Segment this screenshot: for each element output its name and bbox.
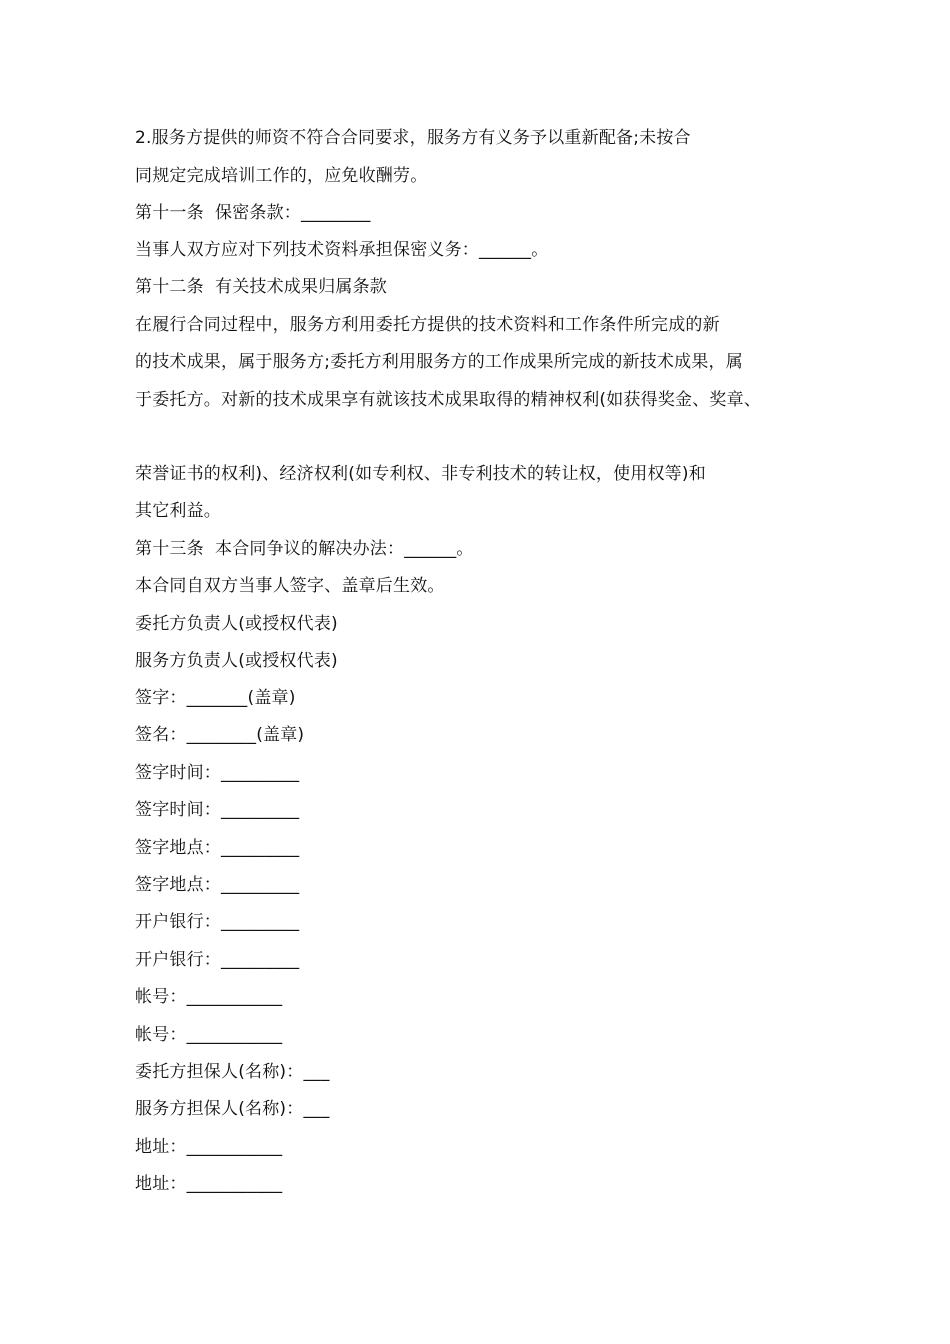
- effectiveness-statement: 本合同自双方当事人签字、盖章后生效。: [135, 576, 445, 596]
- account-field-2: 帐号：___________: [135, 1025, 283, 1045]
- sign-place-field-1: 签字地点：_________: [135, 838, 300, 858]
- account-field-1: 帐号：___________: [135, 987, 283, 1007]
- sign-date-field-1: 签字时间：_________: [135, 763, 300, 783]
- provider-guarantor-field: 服务方担保人(名称)：___: [135, 1099, 330, 1119]
- bank-field-1: 开户银行：_________: [135, 912, 300, 932]
- client-representative-label: 委托方负责人(或授权代表): [135, 614, 338, 634]
- client-guarantor-field: 委托方担保人(名称)：___: [135, 1062, 330, 1082]
- clause-12-text-line-3: 于委托方。对新的技术成果享有就该技术成果取得的精神权利(如获得奖金、奖章、: [135, 390, 762, 410]
- signature-field-1: 签字：_______(盖章): [135, 688, 296, 708]
- clause-11-text: 当事人双方应对下列技术资料承担保密义务：______。: [135, 240, 549, 260]
- address-field-2: 地址：___________: [135, 1174, 283, 1194]
- clause-12-text-line-4: 荣誉证书的权利)、经济权利(如专利权、非专利技术的转让权，使用权等)和: [135, 464, 706, 484]
- clause-12-heading: 第十二条 有关技术成果归属条款: [135, 277, 388, 297]
- clause-12-text-line-1: 在履行合同过程中，服务方利用委托方提供的技术资料和工作条件所完成的新: [135, 315, 720, 335]
- sign-date-field-2: 签字时间：_________: [135, 800, 300, 820]
- clause-12-text-line-5: 其它利益。: [135, 501, 221, 521]
- clause-10-item-2-line-2: 同规定完成培训工作的，应免收酬劳。: [135, 166, 428, 186]
- sign-place-field-2: 签字地点：_________: [135, 875, 300, 895]
- provider-representative-label: 服务方负责人(或授权代表): [135, 651, 338, 671]
- clause-13-heading: 第十三条 本合同争议的解决办法：______。: [135, 539, 474, 559]
- bank-field-2: 开户银行：_________: [135, 950, 300, 970]
- clause-10-item-2-line-1: 2.服务方提供的师资不符合合同要求，服务方有义务予以重新配备;未按合: [135, 128, 691, 148]
- signature-field-2: 签名：________(盖章): [135, 725, 305, 745]
- clause-11-heading: 第十一条 保密条款：________: [135, 203, 371, 223]
- address-field-1: 地址：___________: [135, 1137, 283, 1157]
- clause-12-text-line-2: 的技术成果，属于服务方;委托方利用服务方的工作成果所完成的新技术成果，属: [135, 352, 743, 372]
